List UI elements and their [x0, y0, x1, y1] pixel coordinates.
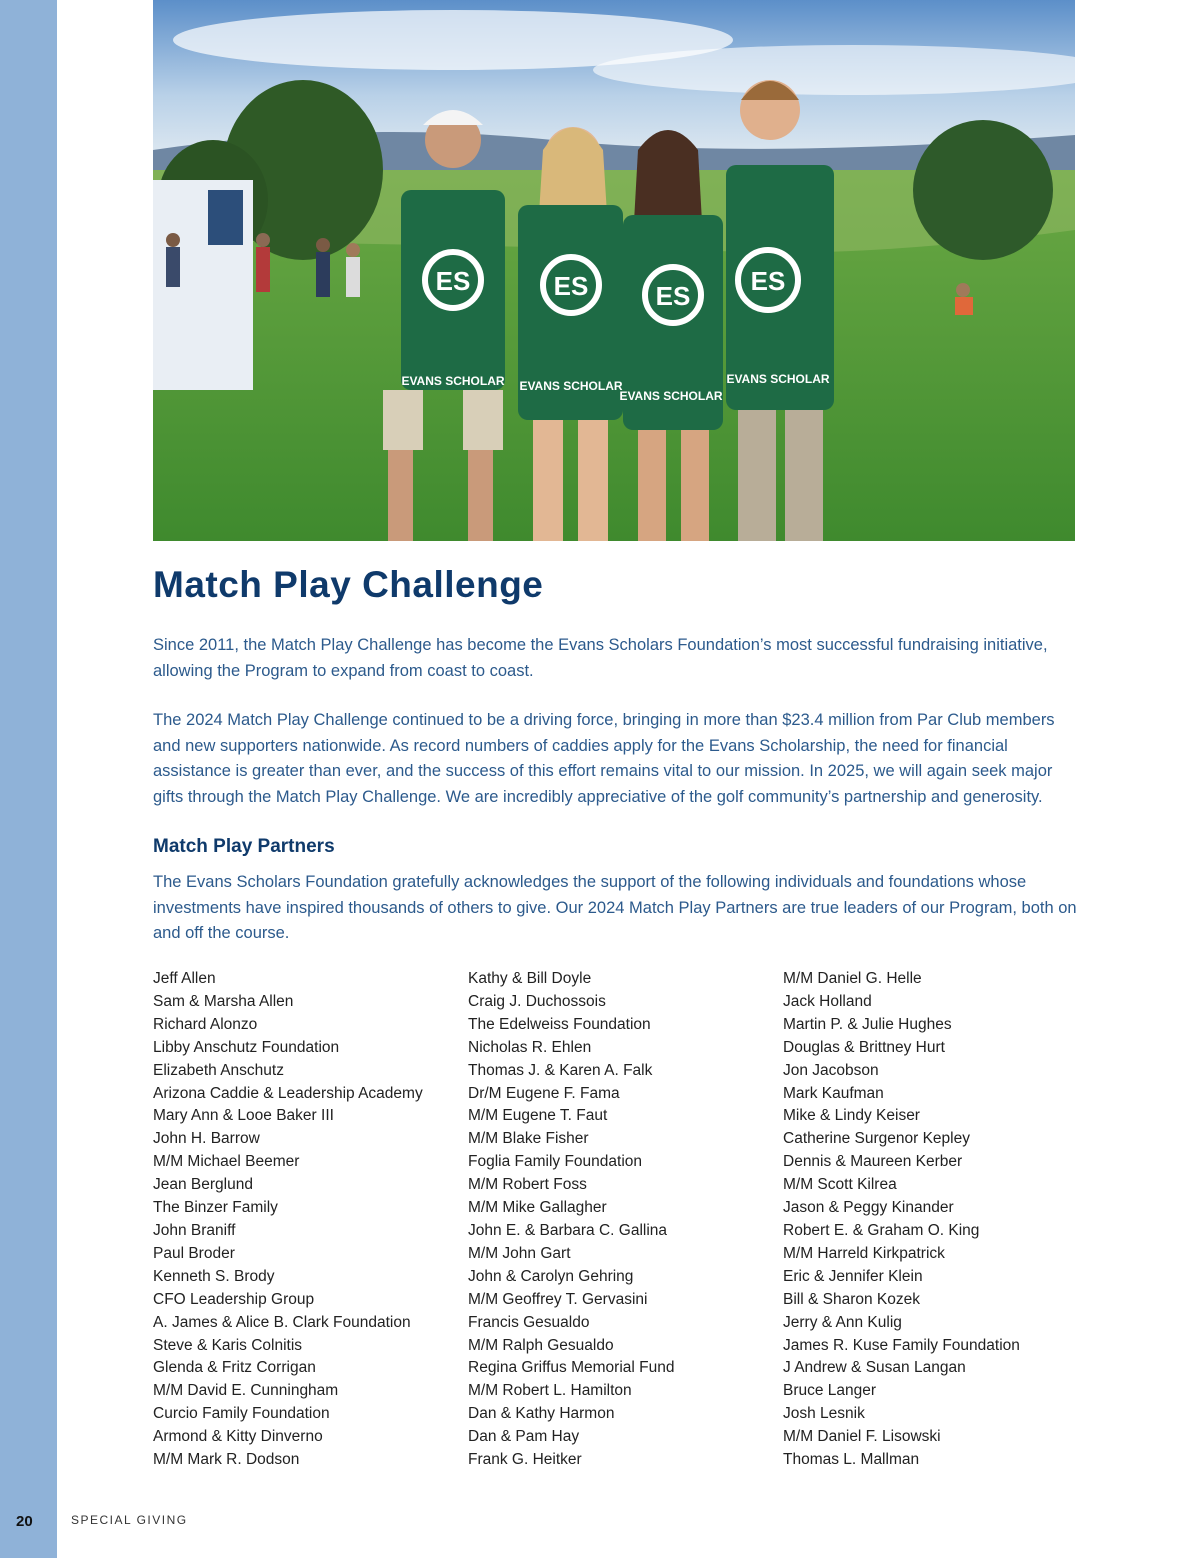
partner-name: Jason & Peggy Kinander — [783, 1199, 954, 1217]
partner-name: Bill & Sharon Kozek — [783, 1290, 920, 1308]
partner-name: M/M Harreld Kirkpatrick — [783, 1244, 945, 1262]
partner-name: M/M Daniel F. Lisowski — [783, 1428, 941, 1446]
partner-name: Jerry & Ann Kulig — [783, 1313, 902, 1331]
partner-name: M/M Robert Foss — [468, 1176, 587, 1194]
results-paragraph: The 2024 Match Play Challenge continued to be a driving force, bringing in more than $23.4 million from Par Club members and new supporters nationwide. As record numbers of caddies apply for the Evans Scholarship, the need for financial assistance is greater than ever, and the success of this effort remains vital to our mission. In 2025, we will again seek major gifts through the Match Play Challenge. We are incredibly appreciative of the golf community’s partnership and generosity. — [153, 711, 1055, 806]
partners-heading: Match Play Partners — [153, 836, 335, 857]
intro-paragraph: Since 2011, the Match Play Challenge has become the Evans Scholars Foundation’s most successful fundraising initiative, allowing the Program to expand from coast to coast. — [153, 636, 1048, 680]
partner-name: John H. Barrow — [153, 1130, 260, 1148]
partner-name: Francis Gesualdo — [468, 1313, 590, 1331]
partner-name: Thomas J. & Karen A. Falk — [468, 1061, 653, 1079]
partner-name: M/M Robert L. Hamilton — [468, 1382, 632, 1400]
partner-name: M/M Ralph Gesualdo — [468, 1336, 614, 1354]
partner-name: M/M David E. Cunningham — [153, 1382, 339, 1400]
partner-name: Frank G. Heitker — [468, 1451, 582, 1469]
partner-name: John & Carolyn Gehring — [468, 1267, 634, 1285]
partner-name: CFO Leadership Group — [153, 1290, 315, 1308]
partner-name: Robert E. & Graham O. King — [783, 1221, 980, 1239]
partner-name: Armond & Kitty Dinverno — [153, 1428, 323, 1446]
partner-name: Dennis & Maureen Kerber — [783, 1153, 963, 1171]
pine-tree-right — [913, 120, 1053, 260]
partner-name: Eric & Jennifer Klein — [783, 1267, 923, 1285]
partner-name: Bruce Langer — [783, 1382, 877, 1400]
bib-logo: ES — [655, 281, 691, 311]
partner-name: Thomas L. Mallman — [783, 1451, 920, 1469]
side-color-bar — [0, 0, 57, 1558]
partner-name: Mary Ann & Looe Baker III — [153, 1107, 334, 1125]
partner-name: Mark Kaufman — [783, 1084, 884, 1102]
partner-name: Dan & Pam Hay — [468, 1428, 580, 1446]
partner-name: M/M Eugene T. Faut — [468, 1107, 608, 1125]
caddies-photo — [153, 0, 1075, 541]
partner-name: Paul Broder — [153, 1244, 235, 1262]
partner-name: Kenneth S. Brody — [153, 1267, 275, 1285]
partner-name: Arizona Caddie & Leadership Academy — [153, 1084, 423, 1102]
partner-name: Elizabeth Anschutz — [153, 1061, 284, 1079]
partner-name: Jean Berglund — [153, 1176, 253, 1194]
partner-name: Nicholas R. Ehlen — [468, 1038, 592, 1056]
bib-label: EVANS SCHOLAR — [401, 374, 505, 388]
partner-name: A. James & Alice B. Clark Foundation — [153, 1313, 411, 1331]
partner-name: M/M Geoffrey T. Gervasini — [468, 1290, 648, 1308]
partners-intro-paragraph: The Evans Scholars Foundation gratefully acknowledges the support of the following individuals and foundations whose investments have inspired thousands of others to give. Our 2024 Match Play Partners are true leaders of our Program, both on and off the course. — [153, 873, 1077, 942]
partner-name: M/M Scott Kilrea — [783, 1176, 897, 1194]
partner-name: The Binzer Family — [153, 1199, 278, 1217]
partner-name: Dan & Kathy Harmon — [468, 1405, 615, 1423]
bib-logo: ES — [750, 266, 786, 296]
partner-name: Douglas & Brittney Hurt — [783, 1038, 945, 1056]
partner-name: Libby Anschutz Foundation — [153, 1038, 340, 1056]
partner-name: James R. Kuse Family Foundation — [783, 1336, 1020, 1354]
partner-name: M/M John Gart — [468, 1244, 571, 1262]
partner-name: Sam & Marsha Allen — [153, 992, 294, 1010]
partner-name: Jack Holland — [783, 992, 872, 1010]
partner-name: Richard Alonzo — [153, 1015, 258, 1033]
page-title: Match Play Challenge — [153, 564, 544, 605]
partner-name: Kathy & Bill Doyle — [468, 970, 592, 987]
partner-name: M/M Daniel G. Helle — [783, 970, 922, 987]
partner-name: Josh Lesnik — [783, 1405, 865, 1423]
partners-column-2 — [468, 968, 768, 1472]
bib-logo: ES — [435, 266, 471, 296]
section-label: SPECIAL GIVING — [71, 1513, 188, 1527]
partner-name: John Braniff — [153, 1221, 236, 1239]
partner-name: Steve & Karis Colnitis — [153, 1336, 303, 1354]
partners-column-1 — [153, 968, 453, 1472]
bib-label: EVANS SCHOLAR — [726, 372, 830, 386]
partner-name: M/M Mike Gallagher — [468, 1199, 607, 1217]
partner-name: M/M Blake Fisher — [468, 1130, 589, 1148]
partner-name: John E. & Barbara C. Gallina — [468, 1221, 668, 1239]
partners-column-3 — [783, 968, 1083, 1472]
partner-name: J Andrew & Susan Langan — [783, 1359, 966, 1377]
partner-name: M/M Michael Beemer — [153, 1153, 300, 1171]
partner-name: Regina Griffus Memorial Fund — [468, 1359, 675, 1377]
partner-name: Jon Jacobson — [783, 1061, 879, 1079]
bib-logo: ES — [553, 271, 589, 301]
partner-name: Curcio Family Foundation — [153, 1405, 330, 1423]
partner-name: Catherine Surgenor Kepley — [783, 1130, 970, 1148]
partner-name: M/M Mark R. Dodson — [153, 1451, 300, 1469]
page-number: 20 — [16, 1513, 33, 1530]
partner-name: The Edelweiss Foundation — [468, 1015, 651, 1033]
bib-label: EVANS SCHOLAR — [519, 379, 623, 393]
partner-name: Foglia Family Foundation — [468, 1153, 643, 1171]
bib-label: EVANS SCHOLAR — [619, 389, 723, 403]
partner-name: Dr/M Eugene F. Fama — [468, 1084, 620, 1102]
partner-name: Martin P. & Julie Hughes — [783, 1015, 952, 1033]
partner-name: Craig J. Duchossois — [468, 992, 606, 1010]
partner-name: Jeff Allen — [153, 970, 216, 987]
partner-name: Glenda & Fritz Corrigan — [153, 1359, 316, 1377]
partner-name: Mike & Lindy Keiser — [783, 1107, 920, 1125]
